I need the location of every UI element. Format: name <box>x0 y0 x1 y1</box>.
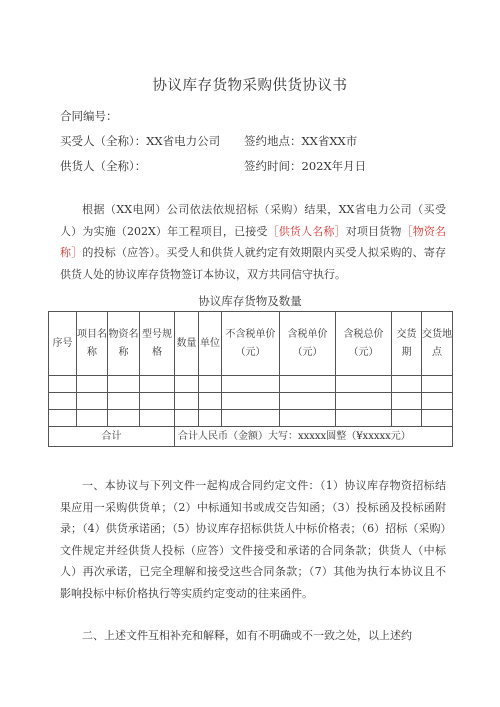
header-unit: 单位 <box>199 312 222 376</box>
intro-paragraph <box>60 199 446 285</box>
sign-place-line: 签约地点：XX省XX市 <box>244 134 358 148</box>
header-unit-price-inc-tax: 含税单价（元） <box>280 312 336 376</box>
header-total-price-inc-tax: 含税总价（元） <box>336 312 392 376</box>
header-unit-price-ex-tax: 不含税单价（元） <box>222 312 280 376</box>
total-amount-text: 合计人民币（金额）大写：xxxxx圆整（¥xxxxx元） <box>175 427 453 447</box>
table-row <box>49 376 453 393</box>
table-row <box>49 410 453 427</box>
intro-text-2: 对项目货物 <box>345 224 402 238</box>
header-model: 型号规格 <box>140 312 175 376</box>
table-total-row <box>49 427 453 447</box>
clause-1: 一、本协议与下列文件一起构成合同约定文件：（1）协议库存物资招标结果应用一采购供货单；（2）中标通知书或成交告知函；（3）投标函及投标函附录；（4）供货承诺函；（5）协议库存招标供货人中标价格表；（6）招标（采购）文件规定并经供货人投标（应答）文件接受和承诺的合同条款；供货人（中标人）再次承诺，已完全理解和接受这些合同条款；（7）其他为执行本协议且不影响投标中标价格执行等实质约定变动的往来函件。 <box>60 479 446 600</box>
supplier-line: 供货人（全称）： <box>60 159 147 173</box>
header-delivery-date: 交货期 <box>392 312 422 376</box>
sign-time-line: 签约时间：202X年月日 <box>244 159 367 173</box>
contract-number-label: 合同编号： <box>60 109 118 123</box>
table-row <box>49 393 453 410</box>
header-seq: 序号 <box>49 312 77 376</box>
table-header-row <box>49 312 453 376</box>
document-title: 协议库存货物采购供货协议书 <box>152 78 348 94</box>
intro-text-3: 的投标（应答）。买受人和供货人就约定有效期限内买受人拟采购的、寄存供货人处的协议库存货物签订本协议，双方共同信守执行。 <box>60 246 447 281</box>
table-title: 协议库存货物及数量 <box>198 294 302 308</box>
intro-text-1: 根据（XX电网）公司依法依规招标（采购）结果，XX省电力公司（买受人）为实施（202X）年工程项目，已接受 <box>60 203 446 238</box>
header-delivery-place: 交货地点 <box>422 312 453 376</box>
goods-table <box>48 311 453 447</box>
header-item-name: 项目名称 <box>77 312 108 376</box>
buyer-line: 买受人（全称）：XX省电力公司 <box>60 134 221 148</box>
goods-name-placeholder: ［物资名称］ <box>60 224 447 259</box>
clause-2: 二、上述文件互相补充和解释，如有不明确或不一致之处，以上述约 <box>82 629 412 642</box>
header-quantity: 数量 <box>175 312 199 376</box>
total-label: 合计 <box>49 427 175 447</box>
supplier-name-placeholder: ［供货人名称］ <box>267 224 346 238</box>
header-material-name: 物资名称 <box>108 312 140 376</box>
